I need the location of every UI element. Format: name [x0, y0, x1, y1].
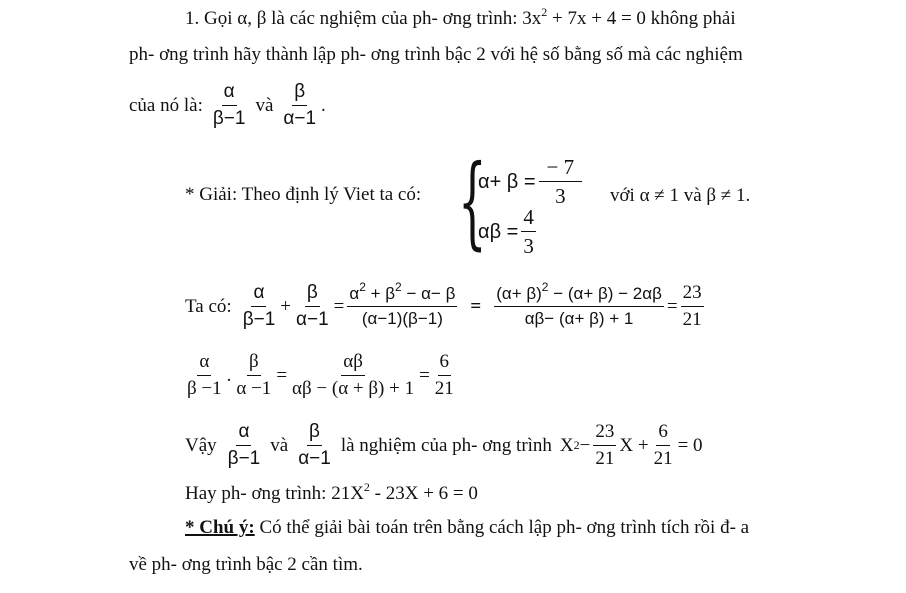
solution-intro: * Giải: Theo định lý Viet ta có: — [185, 184, 422, 205]
operator: = — [333, 295, 345, 317]
numerator: α — [236, 422, 251, 446]
fraction-23-over-21 — [681, 283, 704, 330]
denominator: 3 — [523, 234, 534, 259]
denominator: β−1 — [242, 308, 276, 330]
viet-condition: với α ≠ 1 và β ≠ 1. — [610, 185, 751, 206]
fraction-minus-7-over-3 — [539, 156, 583, 207]
term: (α+ β) — [496, 284, 542, 304]
numerator: 6 — [438, 352, 452, 376]
final-equation-line — [185, 480, 478, 504]
variable: X — [559, 434, 574, 456]
numerator: α — [251, 283, 266, 307]
exponent: 2 — [541, 280, 549, 295]
equation-lhs: α+ β = — [478, 170, 536, 193]
viet-sum-equation — [478, 156, 585, 207]
denominator: α−1 — [298, 447, 331, 469]
operator: . — [226, 364, 232, 386]
fraction — [226, 422, 263, 469]
operator: − — [579, 434, 591, 456]
numerator: 6 — [656, 422, 670, 446]
fraction-6-over-21 — [652, 422, 675, 469]
operator: = — [470, 295, 482, 317]
numerator: − 7 — [539, 156, 583, 182]
label-text: Ta có: — [185, 295, 232, 317]
numerator: 4 — [521, 206, 536, 232]
fraction — [347, 280, 457, 328]
numerator — [347, 280, 457, 307]
denominator: 3 — [555, 184, 566, 209]
viet-product-equation — [478, 206, 539, 257]
conclusion-line: Vậy $\frac{\alpha}{\beta-1}$ và $\frac{\beta}{\alpha-1}$ là nghiệm của ph- ơng trình X 2 − $\frac{23}{21}$ X + $\frac{6}{21}$ = 0 — [185, 421, 703, 469]
term: α — [349, 284, 360, 304]
numerator: β — [247, 352, 261, 376]
fraction — [296, 422, 333, 469]
term: X + — [619, 434, 649, 456]
numerator: α — [222, 82, 237, 106]
fraction-alpha-over-beta-minus-1 — [211, 82, 248, 129]
body-text: Hay ph- ơng trình: 21X — [185, 483, 364, 504]
numerator: 23 — [593, 422, 616, 446]
denominator: 21 — [595, 447, 615, 469]
fraction-4-over-3 — [521, 206, 536, 257]
conjunction: và — [270, 434, 289, 456]
numerator: α — [197, 352, 211, 376]
denominator: 21 — [434, 377, 454, 399]
problem-line-1 — [185, 5, 736, 29]
note-line-1 — [185, 518, 749, 537]
exponent: 2 — [363, 480, 370, 494]
fraction — [294, 283, 331, 330]
term: − (α+ β) − 2αβ — [548, 284, 662, 304]
denominator: β −1 — [187, 377, 222, 399]
denominator: α−1 — [296, 308, 329, 330]
product-of-roots-line — [185, 352, 459, 399]
term: − α− β — [401, 284, 456, 304]
denominator: β−1 — [227, 447, 261, 469]
numerator: β — [292, 82, 307, 106]
note-label: * Chú ý: — [185, 517, 255, 538]
fraction — [234, 352, 273, 399]
numerator: αβ — [341, 352, 365, 376]
numerator: β — [305, 283, 320, 307]
operator: = — [419, 364, 430, 386]
denominator: 21 — [653, 447, 673, 469]
problem-text: của nó là: — [129, 94, 203, 116]
system-brace: { — [458, 143, 487, 260]
fraction-6-over-21 — [433, 352, 456, 399]
problem-line-2: ph- ơng trình hãy thành lập ph- ơng trình bậc 2 với hệ số bằng số mà các nghiệm — [129, 44, 743, 65]
problem-line-3 — [129, 82, 326, 129]
body-text: là nghiệm của ph- ơng trình — [340, 434, 552, 456]
numerator — [494, 280, 664, 307]
fraction — [494, 280, 664, 328]
numerator: 23 — [681, 283, 704, 307]
term: = 0 — [677, 434, 703, 456]
fraction-beta-over-alpha-minus-1 — [281, 82, 318, 129]
numerator: β — [307, 422, 322, 446]
operator: + — [280, 295, 291, 317]
denominator: (α−1)(β−1) — [361, 308, 443, 328]
sum-of-roots-line — [185, 280, 707, 330]
exponent: 2 — [541, 5, 548, 19]
denominator: αβ− (α+ β) + 1 — [524, 308, 634, 328]
note-text: Có thể giải bài toán trên bằng cách lập ph- ơng trình tích rồi đ- a — [254, 517, 750, 538]
fraction — [290, 352, 416, 399]
period: . — [321, 94, 326, 116]
denominator: β−1 — [212, 107, 246, 129]
problem-text: 1. Gọi α, β là các nghiệm của ph- ơng trình: 3x — [185, 8, 542, 29]
denominator: α−1 — [283, 107, 317, 129]
problem-text: + 7x + 4 = 0 không phải — [547, 8, 736, 29]
body-text: - 23X + 6 = 0 — [369, 483, 478, 504]
operator: = — [276, 364, 288, 386]
exponent: 2 — [359, 280, 366, 295]
conjunction: và — [255, 94, 274, 116]
term: + β — [365, 284, 396, 304]
fraction — [185, 352, 224, 399]
fraction-23-over-21 — [593, 422, 616, 469]
exponent: 2 — [395, 280, 402, 295]
denominator: α −1 — [236, 377, 272, 399]
label-text: Vậy — [185, 434, 217, 456]
equation-lhs: αβ = — [478, 220, 519, 243]
note-line-2: về ph- ơng trình bậc 2 cần tìm. — [129, 554, 363, 575]
denominator: 21 — [682, 308, 702, 330]
operator: = — [666, 295, 678, 317]
denominator: αβ − (α + β) + 1 — [292, 377, 415, 399]
fraction — [241, 283, 278, 330]
